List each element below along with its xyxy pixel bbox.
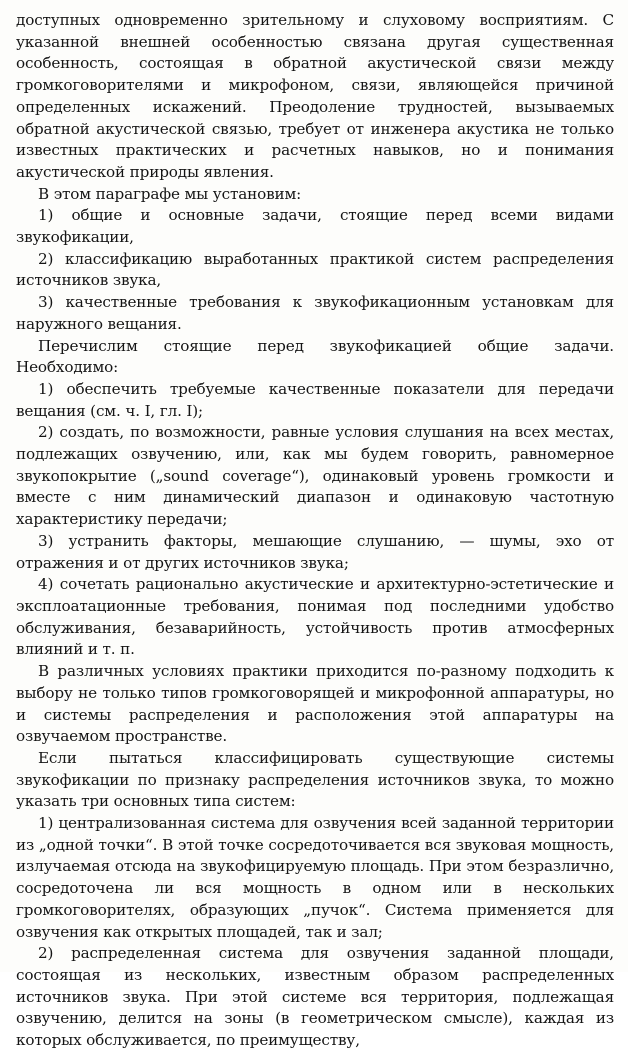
list-item-system-1: 1) централизованная система для озвучения всей заданной территории из „одной точки“. В этой точке сосредоточивается вся звуковая мощность, излучаемая отсюда на звукофицируемую площадь. При этом безразлично, сосредоточена ли вся мощность в одном или в нескольких громкоговорителях, образующих „пучок“. Система применяется для озвучения как открытых площадей, так и зал;: [16, 814, 614, 941]
list-item-classification: 2) классификацию выработанных практикой систем распределения источников звука,: [16, 249, 614, 290]
list-item-task-1: 1) обеспечить требуемые качественные показатели для передачи вещания (см. ч. I, гл. I);: [16, 379, 614, 420]
list-item-system-2: 2) распределенная система для озвучения заданной площади, состоящая из нескольких, известным образом распределенных источников звука. При этой системе вся территория, подлежащая озвучению, делится на зоны (в геометрическом смысле), каждая из которых обслуживается, по преимуществу,: [16, 944, 614, 1050]
list-item-requirements: 3) качественные требования к звукофикационным установкам для наружного вещания.: [16, 293, 614, 333]
list-item-task-3: 3) устранить факторы, мешающие слушанию, — шумы, эхо от отражения и от других источников звука;: [16, 531, 614, 572]
paragraph-intro: В этом параграфе мы установим:: [38, 184, 302, 203]
paragraph-practice: В различных условиях практики приходится по-разному подходить к выбору не только типов громкоговорящей и микрофонной аппаратуры, но и системы распределения и расположения этой аппаратуры на озвучаемом пространстве.: [16, 662, 614, 746]
list-item-task-4: 4) сочетать рационально акустические и архитектурно-эстетические и эксплоатационные требования, понимая под последними удобство обслуживания, безаварийность, устойчивость против атмосферных влияний и т. п.: [16, 575, 614, 659]
paragraph-classification: Если пытаться классифицировать существующие системы звукофикации по признаку распределения источников звука, то можно указать три основных типа систем:: [16, 748, 614, 811]
paragraph-general-tasks: Перечислим стоящие перед звукофикацией общие задачи. Необходимо:: [16, 336, 614, 377]
list-item-tasks: 1) общие и основные задачи, стоящие перед всеми видами звукофикации,: [16, 206, 614, 247]
paragraph-continuation: доступных одновременно зрительному и слуховому восприятиям. С указанной внешней особенностью связана другая существенная особенность, состоящая в обратной акустической связи между громкоговорителями и микрофоном, связи, являющейся причиной определенных искажений. Преодоление трудностей, вызываемых обратной акустической связью, требует от инженера акустика не только известных практических и расчетных навыков, но и понимания акустической природы явления.: [16, 11, 614, 181]
list-item-task-2: 2) создать, по возможности, равные условия слушания на всех местах, подлежащих озвучению, или, как мы будем говорить, равномерное звукопокрытие („sound coverage“), одинаковый уровень громкости и вместе с ним динамический диапазон и одинаковую частотную характеристику передачи;: [16, 423, 614, 529]
